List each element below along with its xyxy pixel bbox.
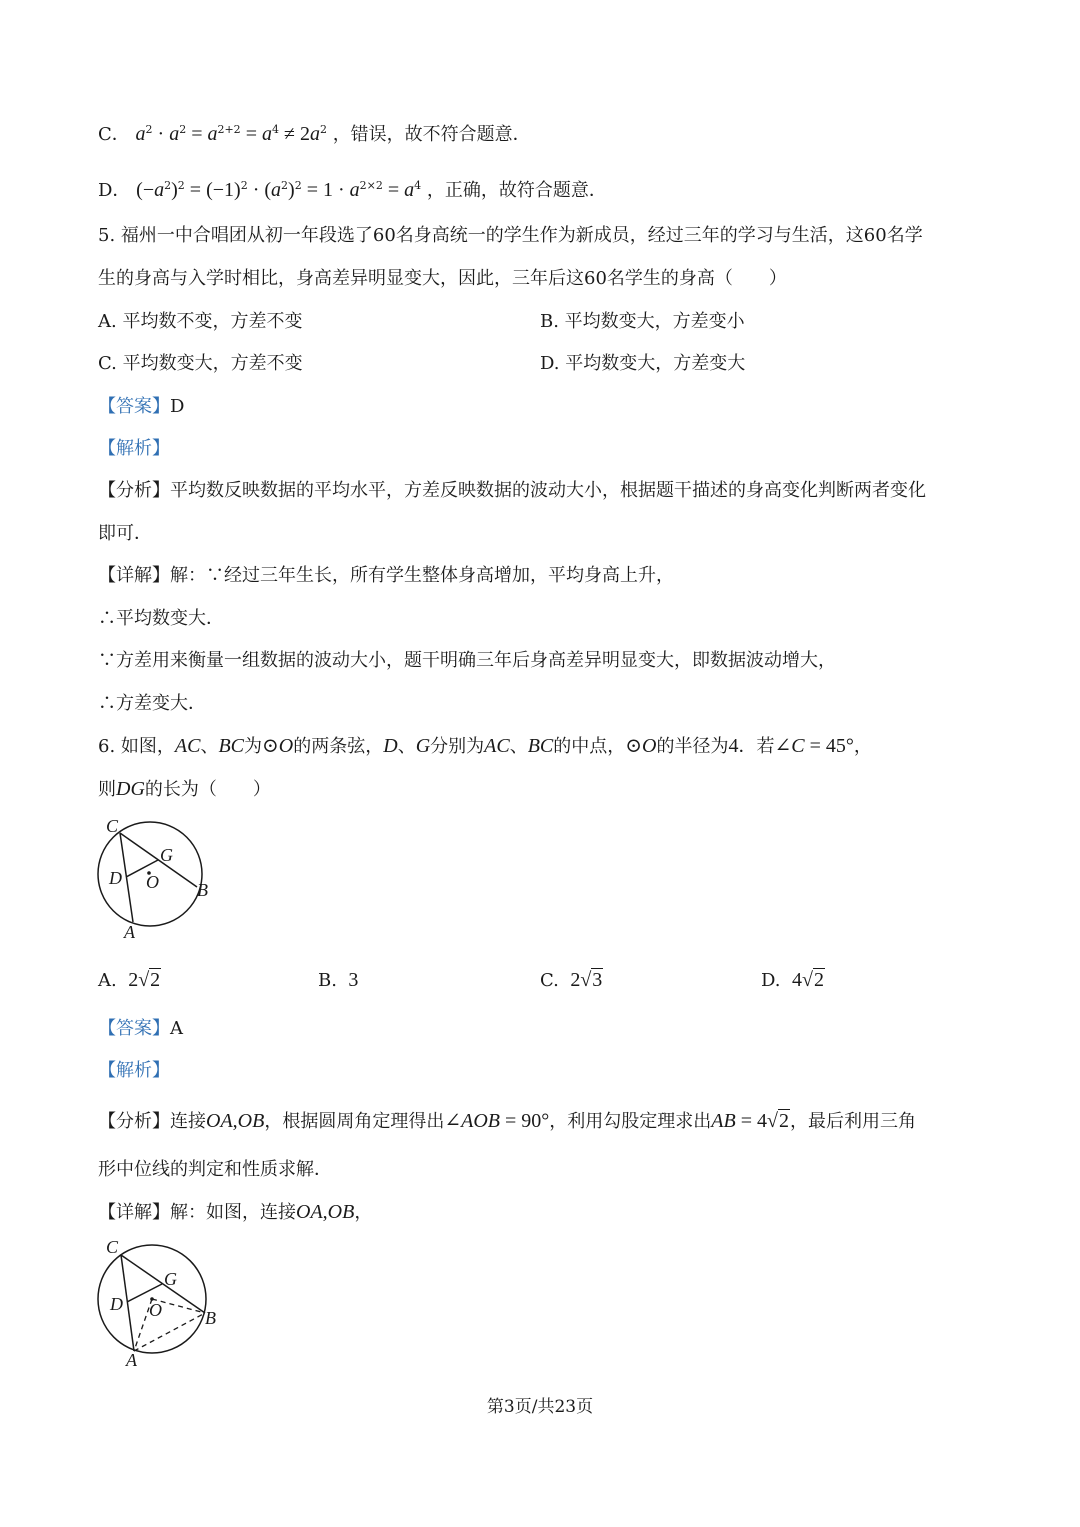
q6-text: ．若 [738, 736, 775, 757]
q6-text: 的长为（ ） [144, 779, 271, 800]
q6-answer-tag: 【答案】 [98, 1018, 170, 1039]
q6-text: 则 [98, 779, 116, 800]
label-b: B [197, 880, 208, 900]
q5-fenxi-text: 平均数反映数据的平均水平，方差反映数据的波动大小，根据题干描述的身高变化判断两者变化 [170, 480, 926, 501]
q6-option-a: A. 2√2 [98, 969, 161, 991]
q6-text: 连接 [170, 1111, 206, 1132]
label-c: C [106, 816, 119, 836]
prev-option-d-formula: $(-a^2)^2 = (-1)^2 \cdot (a^2)^2 = 1 \cdot a^{2\times 2} = a^4$ [136, 179, 422, 201]
q5-jiexi-tag: 【解析】 [98, 438, 170, 459]
q6-option-d-label: D. [761, 970, 781, 991]
q6-solution-figure [90, 1233, 240, 1373]
q6-jiexi-tag: 【解析】 [98, 1060, 170, 1081]
label-g: G [164, 1269, 177, 1289]
q6-stem-line2: 则DG的长为（ ） [98, 778, 271, 800]
q5-option-a: A. 平均数不变，方差不变 [98, 311, 303, 332]
q5-fenxi-line1 [98, 478, 926, 504]
q6-text: 、 [200, 736, 219, 757]
label-g: G [160, 845, 173, 865]
q6-option-c: C. 2√3 [540, 969, 603, 991]
q6-text: ， [853, 736, 872, 757]
q6-text: 6. 如图， [98, 736, 175, 757]
prev-option-d [98, 173, 607, 204]
q6-text: 、 [397, 736, 416, 757]
q6-text: ， [354, 1202, 373, 1223]
q6-fenxi-line1: 【分析】连接OA,OB，根据圆周角定理得出∠AOB = 90°，利用勾股定理求出AB = 4√2，最后利用三角 [98, 1110, 916, 1132]
q6-text: 的两条弦， [293, 736, 384, 757]
q6-option-b-value: 3 [348, 969, 359, 991]
prev-option-c-label: C． [98, 124, 130, 145]
q6-stem-line1: 6. 如图，AC、BC为⊙O的两条弦，D、G分别为AC、BC的中点，⊙O的半径为4．若∠C = 45°， [98, 735, 872, 757]
q5-fenxi-tag: 【分析】 [98, 480, 170, 501]
label-d: D [110, 1294, 123, 1314]
q5-step-c: ∴方差变大． [98, 693, 206, 714]
q6-option-d: D. 4√2 [761, 969, 824, 991]
label-o: O [146, 872, 159, 892]
label-a: A [126, 1350, 137, 1370]
q6-option-c-label: C. [540, 970, 559, 991]
q5-jiexi [98, 436, 170, 462]
q6-answer [98, 1016, 183, 1042]
label-d: D [109, 868, 122, 888]
q6-figure [90, 812, 230, 942]
q6-text: ，利用勾股定理求出 [549, 1111, 712, 1132]
q5-answer-value: D [170, 396, 185, 417]
prev-option-c [98, 117, 531, 148]
prev-option-c-formula: $a^2 \cdot a^2 = a^{2+2} = a^4 \ne 2a^2$ [135, 123, 327, 145]
q6-text: ，最后利用三角 [789, 1111, 916, 1132]
q6-text: ，根据圆周角定理得出 [264, 1111, 445, 1132]
q6-text: 的半径为 [656, 736, 729, 757]
q6-answer-value: A [170, 1018, 183, 1039]
q5-answer-tag: 【答案】 [98, 396, 170, 417]
q6-xiangjie-line1: 【详解】解：如图，连接OA,OB， [98, 1201, 373, 1223]
q6-xiangjie-tag: 【详解】 [98, 1202, 170, 1223]
prev-option-d-label: D． [98, 180, 131, 201]
q5-option-c: C. 平均数变大，方差不变 [98, 353, 303, 374]
q5-stem-line1: 5. 福州一中合唱团从初一年段选了60名身高统一的学生作为新成员，经过三年的学习与生活，这60名学 [98, 225, 923, 246]
q6-fenxi-tag: 【分析】 [98, 1111, 170, 1132]
q5-fenxi-line2: 即可． [98, 523, 152, 544]
q5-option-b: B. 平均数变大，方差变小 [540, 311, 745, 332]
q6-option-b-label: B. [318, 970, 337, 991]
label-o: O [149, 1300, 162, 1320]
page-footer: 第3页/共23页 [486, 1397, 594, 1417]
q5-step-b: ∵方差用来衡量一组数据的波动大小，题干明确三年后身高差异明显变大，即数据波动增大， [98, 650, 836, 671]
prev-option-c-text: ，错误，故不符合题意． [332, 124, 531, 145]
q6-text: 的中点， [553, 736, 626, 757]
prev-option-d-text: ，正确，故符合题意． [426, 180, 607, 201]
label-a: A [124, 922, 135, 942]
q5-xiangjie-line1 [98, 563, 674, 589]
q6-jiexi [98, 1058, 170, 1084]
q6-text: 分别为 [430, 736, 485, 757]
label-c: C [106, 1237, 119, 1257]
q6-option-a-label: A. [98, 970, 117, 991]
label-b: B [205, 1308, 216, 1328]
q5-xiangjie-text: 解：∵经过三年生长，所有学生整体身高增加，平均身高上升， [170, 565, 674, 586]
q5-xiangjie-tag: 【详解】 [98, 565, 170, 586]
q5-step-a: ∴平均数变大． [98, 608, 224, 629]
q5-stem-line2: 生的身高与入学时相比，身高差异明显变大，因此，三年后这60名学生的身高（ ） [98, 268, 787, 289]
q6-text: 为 [244, 736, 263, 757]
q6-text: 、 [509, 736, 528, 757]
q5-option-d: D. 平均数变大，方差变大 [540, 353, 746, 374]
q6-fenxi-line2: 形中位线的判定和性质求解． [98, 1159, 332, 1180]
q5-answer [98, 394, 184, 420]
q6-option-b [318, 967, 358, 994]
q6-text: 解：如图，连接 [170, 1202, 296, 1223]
